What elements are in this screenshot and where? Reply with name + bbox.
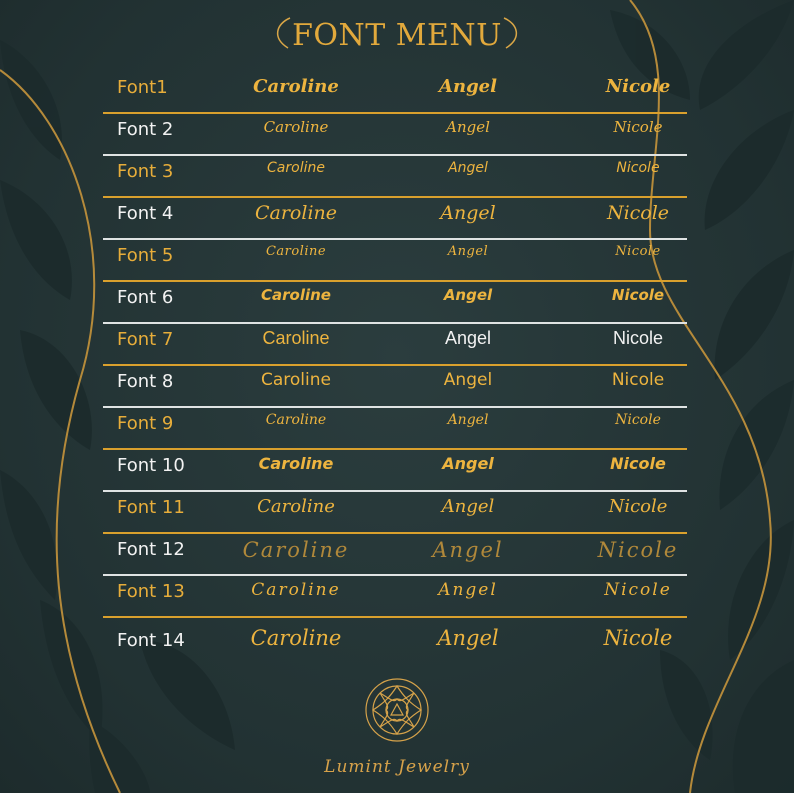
sample-nicole: Nicole (610, 454, 666, 473)
font-label: Font 10 (117, 455, 185, 476)
brand-name: Lumint Jewelry (324, 757, 470, 777)
sample-angel: Angel (443, 370, 493, 390)
sample-angel: Angel (442, 454, 494, 473)
sample-nicole: Nicole (611, 370, 665, 390)
sample-caroline: Caroline (242, 538, 350, 562)
font-label: Font 4 (117, 203, 174, 224)
font-row (103, 324, 687, 366)
sample-caroline: Caroline (263, 118, 329, 136)
sample-caroline: Caroline (262, 328, 330, 348)
font-label: Font 12 (117, 539, 185, 560)
font-row (103, 156, 687, 198)
font-row (103, 114, 687, 156)
font-row (103, 576, 687, 618)
sample-caroline: Caroline (265, 244, 327, 259)
sample-angel: Angel (432, 538, 504, 562)
sample-nicole: Nicole (615, 412, 661, 428)
sample-angel: Angel (443, 286, 493, 304)
sample-caroline: Caroline (257, 496, 335, 517)
sample-angel: Angel (446, 118, 490, 136)
font-row (103, 282, 687, 324)
sample-angel: Angel (440, 202, 496, 224)
sample-caroline: Caroline (253, 76, 339, 97)
font-label: Font 14 (117, 630, 185, 651)
font-row (103, 240, 687, 282)
sample-caroline: Caroline (250, 626, 342, 650)
font-label: Font 7 (117, 329, 174, 350)
sample-caroline: Caroline (261, 370, 331, 390)
sample-caroline: Caroline (254, 202, 338, 224)
font-label: Font 13 (117, 581, 185, 602)
sample-nicole: Nicole (597, 538, 679, 562)
flourish-right-icon (496, 14, 526, 54)
sample-caroline: Caroline (265, 412, 327, 428)
font-label: Font 9 (117, 413, 174, 434)
font-label: Font 3 (117, 161, 174, 182)
sample-caroline: Caroline (261, 286, 331, 304)
font-row (103, 534, 687, 576)
sample-angel: Angel (448, 160, 488, 176)
sample-nicole: Nicole (604, 580, 672, 600)
sample-caroline: Caroline (267, 160, 325, 176)
font-row (103, 198, 687, 240)
sample-nicole: Nicole (613, 118, 663, 136)
sample-nicole: Nicole (606, 202, 670, 224)
font-row (103, 492, 687, 534)
sample-angel: Angel (447, 412, 489, 428)
mandala-logo-icon (364, 677, 430, 743)
sample-angel: Angel (437, 626, 499, 650)
font-row (103, 618, 687, 670)
font-label: Font 11 (117, 497, 185, 518)
sample-nicole: Nicole (608, 496, 668, 517)
sample-caroline: Caroline (258, 454, 334, 473)
font-label: Font 5 (117, 245, 174, 266)
page-title: FONT MENU (292, 18, 502, 53)
sample-nicole: Nicole (615, 244, 661, 259)
sample-angel: Angel (441, 496, 495, 517)
sample-nicole: Nicole (605, 76, 671, 97)
sample-angel: Angel (444, 328, 492, 348)
sample-nicole: Nicole (616, 160, 660, 176)
sample-nicole: Nicole (611, 286, 665, 304)
font-row (103, 366, 687, 408)
sample-angel: Angel (439, 76, 497, 97)
font-label: Font 8 (117, 371, 174, 392)
font-label: Font1 (117, 77, 168, 98)
font-row (103, 408, 687, 450)
font-label: Font 6 (117, 287, 174, 308)
font-label: Font 2 (117, 119, 174, 140)
sample-nicole: Nicole (612, 328, 664, 348)
font-row (103, 72, 687, 114)
sample-nicole: Nicole (603, 626, 673, 650)
sample-angel: Angel (438, 580, 498, 600)
sample-caroline: Caroline (251, 580, 341, 600)
sample-angel: Angel (447, 244, 489, 259)
font-row (103, 450, 687, 492)
